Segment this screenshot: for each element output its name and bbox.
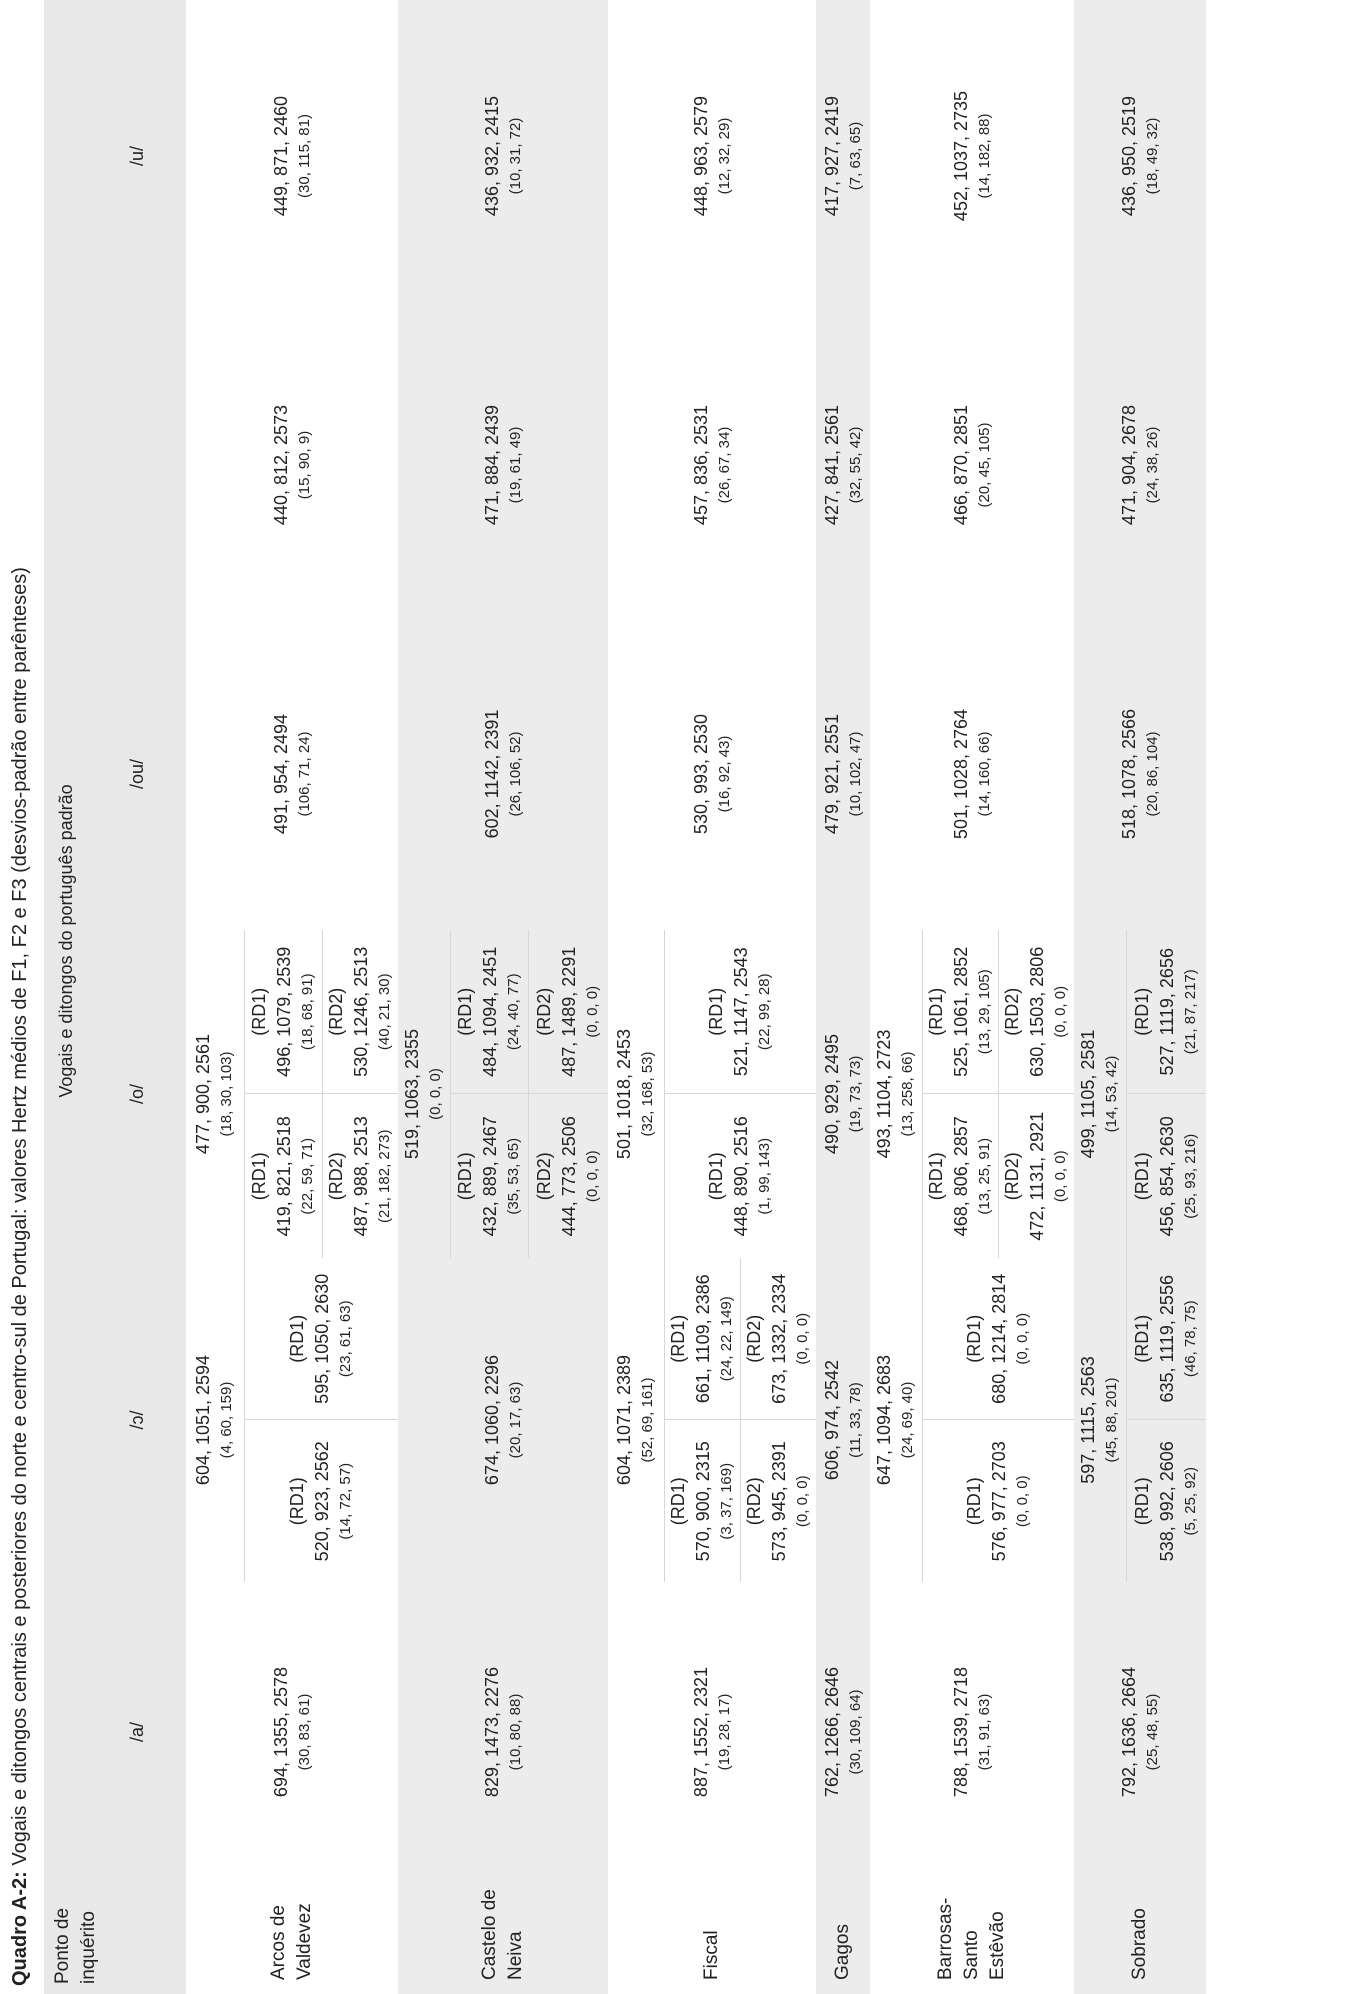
cell-a: 887, 1552, 2321 (19, 28, 17) [608, 1582, 816, 1882]
caption-label: Quadro A-2: [9, 1871, 31, 1986]
table-caption [0, 567, 44, 1986]
table-row [816, 0, 870, 1994]
cell-open-o-rd1-left: (RD1) 576, 977, 2703 (0, 0, 0) [922, 1420, 1074, 1582]
cell-o-top: 519, 1063, 2355 (0, 0, 0) [398, 930, 450, 1258]
table-row [1074, 0, 1126, 1994]
cell-u-1: 471, 884, 2439 (19, 61, 49) [398, 312, 608, 618]
cell-o-rd1-left: (RD1) 419, 821, 2518 (22, 59, 71) [244, 1094, 322, 1258]
cell-o-top: 477, 900, 2561 (18, 30, 103) [186, 930, 244, 1258]
cell-o-rd1-left: (RD1) 456, 854, 2630 (25, 93, 216) [1126, 1094, 1206, 1258]
cell-a: 694, 1355, 2578 (30, 83, 61) [186, 1582, 398, 1882]
cell-o-rd1-left: (RD1) 432, 889, 2467 (35, 53, 65) [450, 1094, 528, 1258]
cell-open-o: 606, 974, 2542 (11, 33, 78) [816, 1258, 870, 1582]
cell-o-top: 501, 1018, 2453 (32, 168, 53) [608, 930, 664, 1258]
site-name: Barrosas-Santo Estêvão [870, 1882, 1074, 1994]
cell-ou: 479, 921, 2551 (10, 102, 47) [816, 618, 870, 930]
cell-ou: 501, 1028, 2764 (14, 160, 66) [870, 618, 1074, 930]
cell-open-o-rd2-left: (RD2) 573, 945, 2391 (0, 0, 0) [740, 1420, 816, 1582]
cell-ou: 518, 1078, 2566 (20, 86, 104) [1074, 618, 1206, 930]
cell-open-o-rd1-left: (RD1) 538, 992, 2606 (5, 25, 92) [1126, 1420, 1206, 1582]
table-row [186, 0, 244, 1994]
cell-u: 417, 927, 2419 (7, 63, 65) [816, 0, 870, 312]
header-col-a: /a/ [88, 1582, 186, 1882]
cell-o-rd1-right: (RD1) 521, 1147, 2543 (22, 99, 28) [664, 930, 816, 1094]
header-col-u: /u/ [88, 0, 186, 312]
cell-open-o-top: 647, 1094, 2683 (24, 69, 40) [870, 1258, 922, 1582]
cell-o-rd2-left: (RD2) 472, 1131, 2921 (0, 0, 0) [998, 1094, 1074, 1258]
site-name: Gagos [816, 1882, 870, 1994]
header-col-ou: /ou/ [88, 618, 186, 930]
cell-a: 788, 1539, 2718 (31, 91, 63) [870, 1582, 1074, 1882]
cell-open-o-rd1-right: (RD1) 680, 1214, 2814 (0, 0, 0) [922, 1258, 1074, 1420]
header-group: Vogais e ditongos do português padrão [44, 0, 88, 1882]
cell-open-o-top: 597, 1115, 2563 (45, 88, 201) [1074, 1258, 1126, 1582]
cell-u: 448, 963, 2579 (12, 32, 29) [608, 0, 816, 312]
cell-o-rd2-right: (RD2) 487, 1489, 2291 (0, 0, 0) [528, 930, 608, 1094]
header-col-u-1 [88, 312, 186, 618]
cell-ou: 530, 993, 2530 (16, 92, 43) [608, 618, 816, 930]
cell-a: 792, 1636, 2664 (25, 48, 55) [1074, 1582, 1206, 1882]
cell-u-1: 471, 904, 2678 (24, 38, 26) [1074, 312, 1206, 618]
cell-o: 490, 929, 2495 (19, 73, 73) [816, 930, 870, 1258]
cell-u: 436, 932, 2415 (10, 31, 72) [398, 0, 608, 312]
cell-o-rd1-left: (RD1) 468, 806, 2857 (13, 25, 91) [922, 1094, 998, 1258]
site-name: Fiscal [608, 1882, 816, 1994]
cell-open-o-rd1-a: (RD1) 520, 923, 2562 (14, 72, 57) [244, 1420, 398, 1582]
cell-o-rd1-right: (RD1) 527, 1119, 2656 (21, 87, 217) [1126, 930, 1206, 1094]
cell-a: 762, 1266, 2646 (30, 109, 64) [816, 1582, 870, 1882]
cell-o-rd2-left: (RD2) 487, 988, 2513 (21, 182, 273) [322, 1094, 398, 1258]
cell-open-o: 674, 1060, 2296 (20, 17, 63) [398, 1258, 608, 1582]
cell-open-o-rd1-left: (RD1) 570, 900, 2315 (3, 37, 169) [664, 1420, 740, 1582]
cell-u-1: 457, 836, 2531 (26, 67, 34) [608, 312, 816, 618]
cell-u: 452, 1037, 2735 (14, 182, 88) [870, 0, 1074, 312]
caption-text: Vogais e ditongos centrais e posteriores do norte e centro-sul de Portugal: valores Hertz médios de F1, F2 e F3 (desvios-padrão entre parênteses) [9, 567, 31, 1872]
cell-ou: 491, 954, 2494 (106, 71, 24) [186, 618, 398, 930]
site-name: Sobrado [1074, 1882, 1206, 1994]
cell-o-rd1-right: (RD1) 496, 1079, 2539 (18, 68, 91) [244, 930, 322, 1094]
cell-open-o-top: 604, 1051, 2594 (4, 60, 159) [186, 1258, 244, 1582]
cell-a: 829, 1473, 2276 (10, 80, 88) [398, 1582, 608, 1882]
cell-u: 449, 871, 2460 (30, 115, 81) [186, 0, 398, 312]
cell-u-1: 427, 841, 2561 (32, 55, 42) [816, 312, 870, 618]
header-col-o: /o/ [88, 930, 186, 1258]
cell-o-rd2-right: (RD2) 630, 1503, 2806 (0, 0, 0) [998, 930, 1074, 1094]
table-row [608, 0, 664, 1994]
table-row [870, 0, 922, 1994]
cell-u: 436, 950, 2519 (18, 49, 32) [1074, 0, 1206, 312]
cell-o-rd2-left: (RD2) 444, 773, 2506 (0, 0, 0) [528, 1094, 608, 1258]
cell-o-rd1-right: (RD1) 484, 1094, 2451 (24, 40, 77) [450, 930, 528, 1094]
cell-o-rd1-right: (RD1) 525, 1061, 2852 (13, 29, 105) [922, 930, 998, 1094]
cell-u-1: 440, 812, 2573 (15, 90, 9) [186, 312, 398, 618]
cell-ou: 602, 1142, 2391 (26, 106, 52) [398, 618, 608, 930]
header-row-2 [88, 0, 186, 1994]
cell-open-o-rd2-right: (RD2) 673, 1332, 2334 (0, 0, 0) [740, 1258, 816, 1420]
site-name: Arcos de Valdevez [186, 1882, 398, 1994]
cell-o-rd1-left: (RD1) 448, 890, 2516 (1, 99, 143) [664, 1094, 816, 1258]
header-ponto: Ponto de inquérito [44, 1882, 186, 1994]
cell-u-1: 466, 870, 2851 (20, 45, 105) [870, 312, 1074, 618]
cell-o-top: 493, 1104, 2723 (13, 258, 66) [870, 930, 922, 1258]
vowel-table [44, 0, 1206, 1994]
header-row-1 [44, 0, 88, 1994]
site-name: Castelo de Neiva [398, 1882, 608, 1994]
cell-open-o-rd1-right: (RD1) 635, 1119, 2556 (46, 78, 75) [1126, 1258, 1206, 1420]
cell-open-o-rd1-b: (RD1) 595, 1050, 2630 (23, 61, 63) [244, 1258, 398, 1420]
cell-o-top: 499, 1105, 2581 (14, 53, 42) [1074, 930, 1126, 1258]
cell-open-o-top: 604, 1071, 2389 (52, 69, 161) [608, 1258, 664, 1582]
header-col-open-o: /ɔ/ [88, 1258, 186, 1582]
cell-o-rd2-right: (RD2) 530, 1246, 2513 (40, 21, 30) [322, 930, 398, 1094]
table-row [398, 0, 450, 1994]
cell-open-o-rd1-right: (RD1) 661, 1109, 2386 (24, 22, 149) [664, 1258, 740, 1420]
